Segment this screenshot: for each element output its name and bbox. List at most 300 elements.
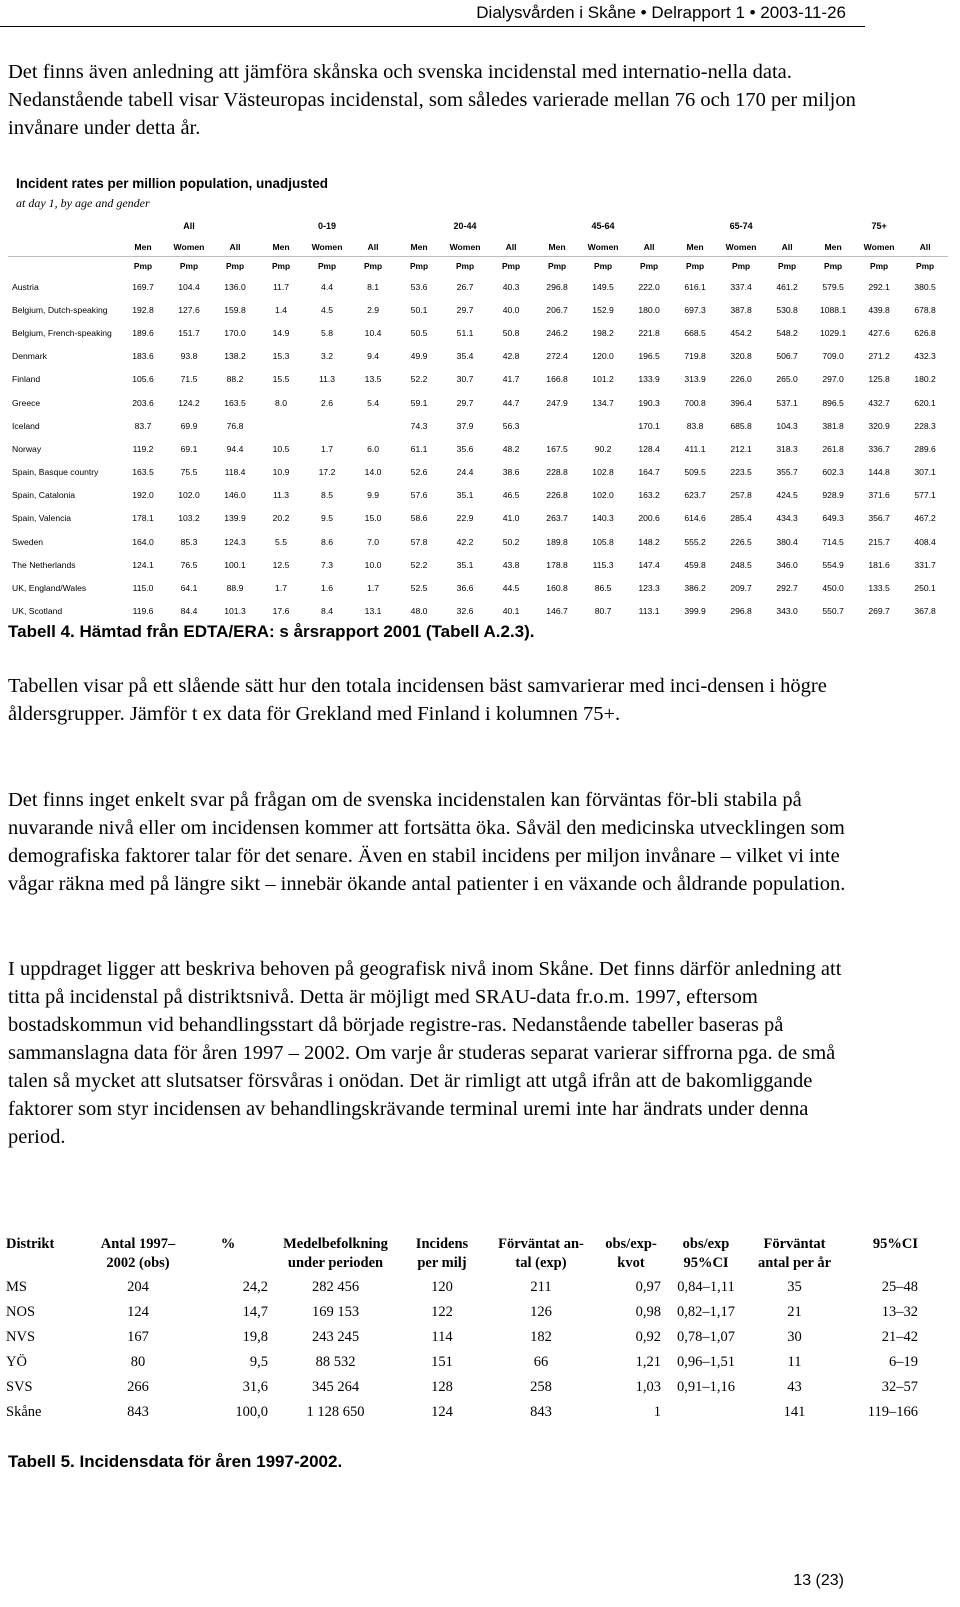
table4-cell: 41.0 (502, 513, 520, 524)
table4-cell: 15.3 (272, 351, 290, 362)
table-row (8, 321, 948, 344)
table4-cell: 285.4 (730, 513, 752, 524)
table4-cell: 35.1 (456, 559, 474, 570)
table4-cell: 94.4 (226, 443, 244, 454)
table4-cell: 149.5 (592, 281, 614, 292)
table4-cell: 164.0 (132, 536, 154, 547)
table4-unit: Pmp (764, 257, 810, 276)
table4-subheader: All (643, 242, 655, 252)
table4-subheader: Women (587, 242, 619, 252)
table4-cell: 80.7 (594, 606, 612, 617)
table4-cell: 424.5 (776, 490, 798, 501)
table4-cell (304, 414, 350, 437)
table4-cell: 146.7 (546, 606, 568, 617)
table5-cell: 167 (127, 1329, 149, 1345)
table4-subheader: Men (686, 242, 704, 252)
table4-cell: 2.9 (367, 304, 380, 315)
table4-group-header-row (8, 214, 948, 238)
table4-cell: 134.7 (592, 397, 614, 408)
table4-cell: 119.2 (132, 443, 154, 454)
table4-cell: 115.3 (592, 559, 614, 570)
table4-cell: 10.4 (364, 327, 382, 338)
table4-cell: 212.1 (730, 443, 752, 454)
table4-cell: 148.2 (638, 536, 660, 547)
table4-caption: Tabell 4. Hämtad från EDTA/ERA: s årsrapport 2001 (Tabell A.2.3). (8, 622, 535, 641)
table5-header (751, 1235, 838, 1275)
table4-cell: 10.5 (272, 443, 290, 454)
table5-cell: 25–48 (881, 1279, 918, 1295)
table4-cell: 76.5 (180, 559, 198, 570)
table4-unit: Pmp (810, 257, 856, 276)
table4-cell: 296.8 (730, 606, 752, 617)
table5-cell: 151 (431, 1354, 453, 1370)
table4-country: The Netherlands (12, 559, 76, 570)
table4-cell: 221.8 (638, 327, 660, 338)
table-row (8, 437, 948, 460)
table4-cell: 346.0 (776, 559, 798, 570)
table5-cell: Skåne (6, 1404, 42, 1420)
table4-cell: 261.8 (822, 443, 844, 454)
table4-cell: 11.3 (318, 374, 336, 385)
table4-cell: 40.1 (502, 606, 520, 617)
table4-cell: 380.4 (776, 536, 798, 547)
table5-cell: 141 (783, 1404, 806, 1420)
table4-cell: 115.0 (132, 583, 154, 594)
table4-cell: 434.3 (776, 513, 798, 524)
table4-cell: 164.7 (638, 467, 660, 478)
table4-cell: 58.6 (410, 513, 428, 524)
table5-header-row (6, 1235, 918, 1275)
table4-cell: 296.8 (546, 281, 568, 292)
table4-cell: 1.4 (275, 304, 287, 315)
table4-cell: 209.7 (730, 583, 752, 594)
table4-cell: 554.9 (822, 559, 844, 570)
table4-cell: 343.0 (776, 606, 798, 617)
table5-header (88, 1235, 188, 1275)
table4-subheader: All (919, 242, 931, 252)
table4-cell: 29.7 (456, 397, 474, 408)
table-row (8, 461, 948, 484)
table5-cell (661, 1400, 751, 1425)
table4-cell: 700.8 (684, 397, 706, 408)
table4-cell: 180.0 (638, 304, 660, 315)
table5-cell: 0,84–1,11 (677, 1279, 735, 1295)
table5-header-line2: per milj (417, 1255, 467, 1271)
table4-cell: 537.1 (776, 397, 798, 408)
table4-cell: 439.8 (868, 304, 890, 315)
table4-cell: 408.4 (914, 536, 936, 547)
table5-cell: YÖ (6, 1354, 27, 1370)
table4-country: UK, Scotland (12, 606, 63, 617)
table4-cell: 88.2 (226, 374, 244, 385)
table4-cell: 1.6 (321, 583, 333, 594)
table4-cell: 50.5 (410, 327, 428, 338)
table4-cell: 196.5 (638, 351, 660, 362)
table4-cell: 15.5 (272, 374, 290, 385)
table4-cell: 411.1 (684, 443, 706, 454)
table4-cell: 189.8 (546, 536, 568, 547)
table4-cell: 124.3 (224, 536, 246, 547)
table4-cell: 198.2 (592, 327, 614, 338)
table5-header (268, 1235, 403, 1275)
table4-cell: 159.8 (224, 304, 246, 315)
table5-cell: 9,5 (249, 1354, 268, 1370)
table4-cell: 93.8 (180, 351, 198, 362)
table4-cell: 307.1 (914, 467, 936, 478)
table5-cell: 122 (431, 1304, 453, 1320)
table4-cell: 57.8 (410, 536, 428, 547)
table4-figure (8, 176, 946, 616)
table5-header-line1: % (220, 1236, 236, 1252)
table-row (6, 1350, 918, 1375)
table4-cell: 167.5 (546, 443, 568, 454)
table4-cell: 105.6 (132, 374, 154, 385)
paragraph-2-text: Tabellen visar på ett slående sätt hur den totala incidensen bäst samvarierar med inci-densen i högre åldersgrupper. Jämför t ex data för Grekland med Finland i kolumnen 75+. (8, 675, 827, 725)
table4-cell: 76.8 (226, 420, 244, 431)
table4-cell: 297.0 (822, 374, 844, 385)
table4-cell: 189.6 (132, 327, 154, 338)
table5-header-line1: obs/exp (682, 1236, 730, 1252)
table4-country: Spain, Basque country (12, 467, 99, 478)
table4-cell: 52.2 (410, 559, 428, 570)
table4-cell: 620.1 (914, 397, 936, 408)
table4-cell: 75.5 (180, 467, 198, 478)
table4-cell: 124.2 (178, 397, 200, 408)
table4-cell: 367.8 (914, 606, 936, 617)
table4-corner (8, 214, 120, 238)
table4-cell: 56.3 (502, 420, 520, 431)
table-row (8, 345, 948, 368)
table4-subheader-row (8, 238, 948, 257)
table5-header-line1: obs/exp- (605, 1236, 657, 1252)
table4-cell: 163.2 (638, 490, 660, 501)
table4-cell: 125.8 (868, 374, 890, 385)
table4-cell: 685.8 (730, 420, 752, 431)
table-row (8, 507, 948, 530)
table4-cell: 649.3 (822, 513, 844, 524)
table4-unit-row (8, 257, 948, 276)
table4-cell: 64.1 (180, 583, 198, 594)
table4-cell: 178.8 (546, 559, 568, 570)
table4-cell: 380.5 (914, 281, 936, 292)
table4-cell: 101.3 (224, 606, 246, 617)
table4-cell: 5.4 (367, 397, 380, 408)
table4-cell: 7.3 (321, 559, 333, 570)
table4-cell: 614.6 (684, 513, 706, 524)
table5-header (188, 1235, 268, 1275)
table5-cell: 0,91–1,16 (677, 1379, 735, 1395)
table5 (6, 1235, 918, 1425)
table4-cell: 32.6 (456, 606, 474, 617)
paragraph-3-text: Det finns inget enkelt svar på frågan om de svenska incidenstalen kan förväntas för-bli stabila på nuvarande nivå eller om incidensen kommer att fortsätta öka. Såväl den medicinska utvecklingen som demografiska faktorer talar för det senare. Även en stabil incidens per miljon invånare – vilket vi inte vågar räkna med på längre sikt – innebär ökande antal patienter i en växande och åldrande population. (8, 789, 846, 895)
table5-caption: Tabell 5. Incidensdata för åren 1997-2002. (8, 1452, 343, 1471)
table4-cell: 257.8 (730, 490, 752, 501)
table4-cell: 101.2 (592, 374, 614, 385)
table4-cell: 292.7 (776, 583, 798, 594)
table4-cell: 13.1 (364, 606, 382, 617)
table5-cell: 13–32 (881, 1304, 918, 1320)
table5-cell: 0,82–1,17 (677, 1304, 735, 1320)
table4-country: Norway (12, 443, 42, 454)
table4-cell: 50.2 (502, 536, 520, 547)
table4-cell: 7.0 (367, 536, 380, 547)
table4-cell: 5.5 (275, 536, 287, 547)
table4-corner (8, 257, 120, 276)
table4-cell: 50.1 (410, 304, 428, 315)
table4-cell: 461.2 (776, 281, 798, 292)
table4-cell: 102.0 (178, 490, 200, 501)
table4-grid (8, 214, 948, 623)
table4-cell: 139.9 (224, 513, 246, 524)
table4-cell: 49.9 (410, 351, 428, 362)
table4-cell: 668.5 (684, 327, 706, 338)
table4-cell: 140.3 (592, 513, 614, 524)
table4-cell: 228.3 (914, 420, 936, 431)
table4-cell: 166.8 (546, 374, 568, 385)
table4-cell: 697.3 (684, 304, 706, 315)
table4-cell: 53.6 (410, 281, 428, 292)
table5-cell: 14,7 (242, 1304, 268, 1320)
table4-cell: 17.6 (272, 606, 290, 617)
table4-cell: 248.5 (730, 559, 752, 570)
table-row (8, 484, 948, 507)
table4-cell: 292.1 (868, 281, 890, 292)
table4-cell: 454.2 (730, 327, 752, 338)
table4-corner (8, 238, 120, 257)
table5-header-line1: Distrikt (6, 1236, 55, 1252)
table5-cell: 843 (127, 1404, 149, 1420)
table4-cell: 104.4 (178, 281, 200, 292)
table4-cell: 459.8 (684, 559, 706, 570)
table4-cell: 396.4 (730, 397, 752, 408)
table5-cell: 21 (787, 1304, 802, 1320)
table5-cell: 120 (431, 1279, 453, 1295)
table5-header-line1: Incidens (415, 1236, 469, 1252)
table-row (8, 530, 948, 553)
table4-unit: Pmp (534, 257, 580, 276)
table4-country: Sweden (12, 536, 44, 547)
table4-cell: 14.0 (364, 467, 382, 478)
table4-cell: 14.9 (272, 327, 290, 338)
table4-cell: 128.4 (638, 443, 660, 454)
table4-cell: 119.6 (132, 606, 154, 617)
table5-cell: 11 (787, 1354, 802, 1370)
table4-cell: 579.5 (822, 281, 844, 292)
table4-cell: 192.0 (132, 490, 154, 501)
table4-cell: 450.0 (822, 583, 844, 594)
table4-cell: 83.7 (134, 420, 152, 431)
intro-text: Det finns även anledning att jämföra skånska och svenska incidenstal med internatio-nella data. Nedanstående tabell visar Västeuropas incidenstal, som således varierade mellan 76 och 170 per miljon invånare under detta år. (8, 61, 856, 139)
table4-country: Iceland (12, 420, 40, 431)
table4-cell: 37.9 (456, 420, 474, 431)
table4-cell: 337.4 (730, 281, 752, 292)
table4-cell: 271.2 (868, 351, 890, 362)
table4-cell: 509.5 (684, 467, 706, 478)
table4-cell: 623.7 (684, 490, 706, 501)
table5-cell: NOS (6, 1304, 36, 1320)
table4-country: Spain, Valencia (12, 513, 72, 524)
table-row (6, 1275, 918, 1300)
table4-cell: 151.7 (178, 327, 200, 338)
table4-unit: Pmp (212, 257, 258, 276)
table4-country: Denmark (12, 351, 47, 362)
table4-cell: 48.0 (410, 606, 428, 617)
page-header (0, 0, 960, 34)
table4-cell: 152.9 (592, 304, 614, 315)
table4-cell: 8.0 (275, 397, 287, 408)
table4-cell: 83.8 (686, 420, 704, 431)
table4-cell: 8.4 (321, 606, 333, 617)
table4-subheader: Men (824, 242, 842, 252)
table4-cell: 226.8 (546, 490, 568, 501)
table-row (8, 391, 948, 414)
table4-subheader: Men (134, 242, 152, 252)
table4-cell: 318.3 (776, 443, 798, 454)
table4-cell: 506.7 (776, 351, 798, 362)
table5-cell: 32–57 (881, 1379, 918, 1395)
table4-subheader: Women (173, 242, 205, 252)
table4-cell: 163.5 (132, 467, 154, 478)
table5-cell: 204 (127, 1279, 149, 1295)
table5-cell: SVS (6, 1379, 33, 1395)
table4-cell: 550.7 (822, 606, 844, 617)
table4-cell: 120.0 (592, 351, 614, 362)
table4-cell: 272.4 (546, 351, 568, 362)
table4-cell: 222.0 (638, 281, 660, 292)
table4-cell: 320.9 (868, 420, 890, 431)
table4-subheader: All (781, 242, 793, 252)
table5-cell: 119–166 (867, 1404, 918, 1420)
table4-unit: Pmp (580, 257, 626, 276)
table4-subheader: Women (449, 242, 481, 252)
table4-cell: 4.5 (321, 304, 333, 315)
table5-header-line2: 2002 (obs) (106, 1255, 170, 1271)
table4-cell: 104.3 (776, 420, 798, 431)
table4-cell: 616.1 (684, 281, 706, 292)
table4-subheader: Men (410, 242, 428, 252)
table5-header-line2: tal (exp) (515, 1255, 567, 1271)
table5-cell: 128 (431, 1379, 453, 1395)
table4-cell: 11.3 (272, 490, 290, 501)
table-row (8, 275, 948, 298)
table4-cell: 1.7 (367, 583, 380, 594)
table5-cell: NVS (6, 1329, 36, 1345)
table4-cell: 183.6 (132, 351, 154, 362)
table4-group-header: 75+ (871, 221, 887, 231)
table5-header (661, 1235, 751, 1275)
table4-cell: 35.4 (456, 351, 474, 362)
table4-cell: 138.2 (224, 351, 246, 362)
table4-cell: 6.0 (367, 443, 380, 454)
table5-cell: 0,96–1,51 (677, 1354, 735, 1370)
table4-cell: 123.3 (638, 583, 660, 594)
table4-country: Belgium, Dutch-speaking (12, 304, 108, 315)
table5-cell: 30 (787, 1329, 802, 1345)
table4-subheader: Men (548, 242, 566, 252)
table4-cell: 178.1 (132, 513, 154, 524)
table5-header-line1: Medelbefolkning (283, 1236, 388, 1252)
table4-cell: 69.1 (180, 443, 198, 454)
table4-cell: 46.5 (502, 490, 520, 501)
table5-cell: 124 (127, 1304, 149, 1320)
table4-unit: Pmp (120, 257, 166, 276)
table4-cell: 896.5 (822, 397, 844, 408)
table4-cell: 555.2 (684, 536, 706, 547)
table4-cell: 331.7 (914, 559, 936, 570)
table-row (8, 368, 948, 391)
table4-subheader: Women (725, 242, 757, 252)
table4-cell: 602.3 (822, 467, 844, 478)
table4-cell: 85.3 (180, 536, 198, 547)
table-row (6, 1300, 918, 1325)
table4-cell: 228.8 (546, 467, 568, 478)
table4-cell: 40.3 (502, 281, 520, 292)
table4-cell: 30.7 (456, 374, 474, 385)
table4-cell: 215.7 (868, 536, 890, 547)
table5-cell: 35 (787, 1279, 802, 1295)
table5-header-line2: antal per år (757, 1255, 832, 1271)
table5-cell: 88 532 (315, 1354, 356, 1370)
table4-cell: 250.1 (914, 583, 936, 594)
table4-cell: 13.5 (364, 374, 382, 385)
table4-cell: 289.6 (914, 443, 936, 454)
table4-cell: 48.2 (502, 443, 520, 454)
table4-country: UK, England/Wales (12, 583, 87, 594)
paragraph-3 (8, 786, 868, 898)
table4-subheader: All (229, 242, 241, 252)
table-row (6, 1325, 918, 1350)
table4-cell: 320.8 (730, 351, 752, 362)
table4-subheader: Women (863, 242, 895, 252)
table4-cell: 336.7 (868, 443, 890, 454)
table4-cell: 180.2 (914, 374, 936, 385)
table4-cell: 160.8 (546, 583, 568, 594)
table4-cell: 124.1 (132, 559, 154, 570)
table4-cell: 15.0 (364, 513, 382, 524)
table5-cell: 169 153 (311, 1304, 360, 1320)
table4-group-header: 45-64 (591, 221, 615, 231)
table4-cell: 35.1 (456, 490, 474, 501)
table5-cell: 6–19 (889, 1354, 918, 1370)
table4-cell: 127.6 (178, 304, 200, 315)
table5-cell: 24,2 (242, 1279, 268, 1295)
table4-cell: 548.2 (776, 327, 798, 338)
table4-cell: 192.8 (132, 304, 154, 315)
table4-cell: 133.5 (868, 583, 890, 594)
table4-country: Belgium, French-speaking (12, 327, 112, 338)
paragraph-2 (8, 672, 868, 728)
table4-cell: 9.5 (321, 513, 333, 524)
table4-cell: 313.9 (684, 374, 706, 385)
table4-cell: 44.5 (502, 583, 520, 594)
table4-cell: 163.5 (224, 397, 246, 408)
table5-cell: 1,03 (635, 1379, 661, 1395)
table4-cell: 74.3 (410, 420, 428, 431)
table5-cell: MS (6, 1279, 27, 1295)
table4-subheader: Women (311, 242, 343, 252)
table4-country: Austria (12, 281, 39, 292)
table5-cell: 0,92 (635, 1329, 661, 1345)
table-row (8, 298, 948, 321)
table5-header (403, 1235, 481, 1275)
table4-unit: Pmp (672, 257, 718, 276)
table4-cell: 223.5 (730, 467, 752, 478)
table4-cell: 103.2 (178, 513, 200, 524)
table4-cell: 90.2 (594, 443, 612, 454)
table4-unit: Pmp (442, 257, 488, 276)
table4-cell: 8.6 (321, 536, 333, 547)
table4-cell: 1.7 (275, 583, 287, 594)
